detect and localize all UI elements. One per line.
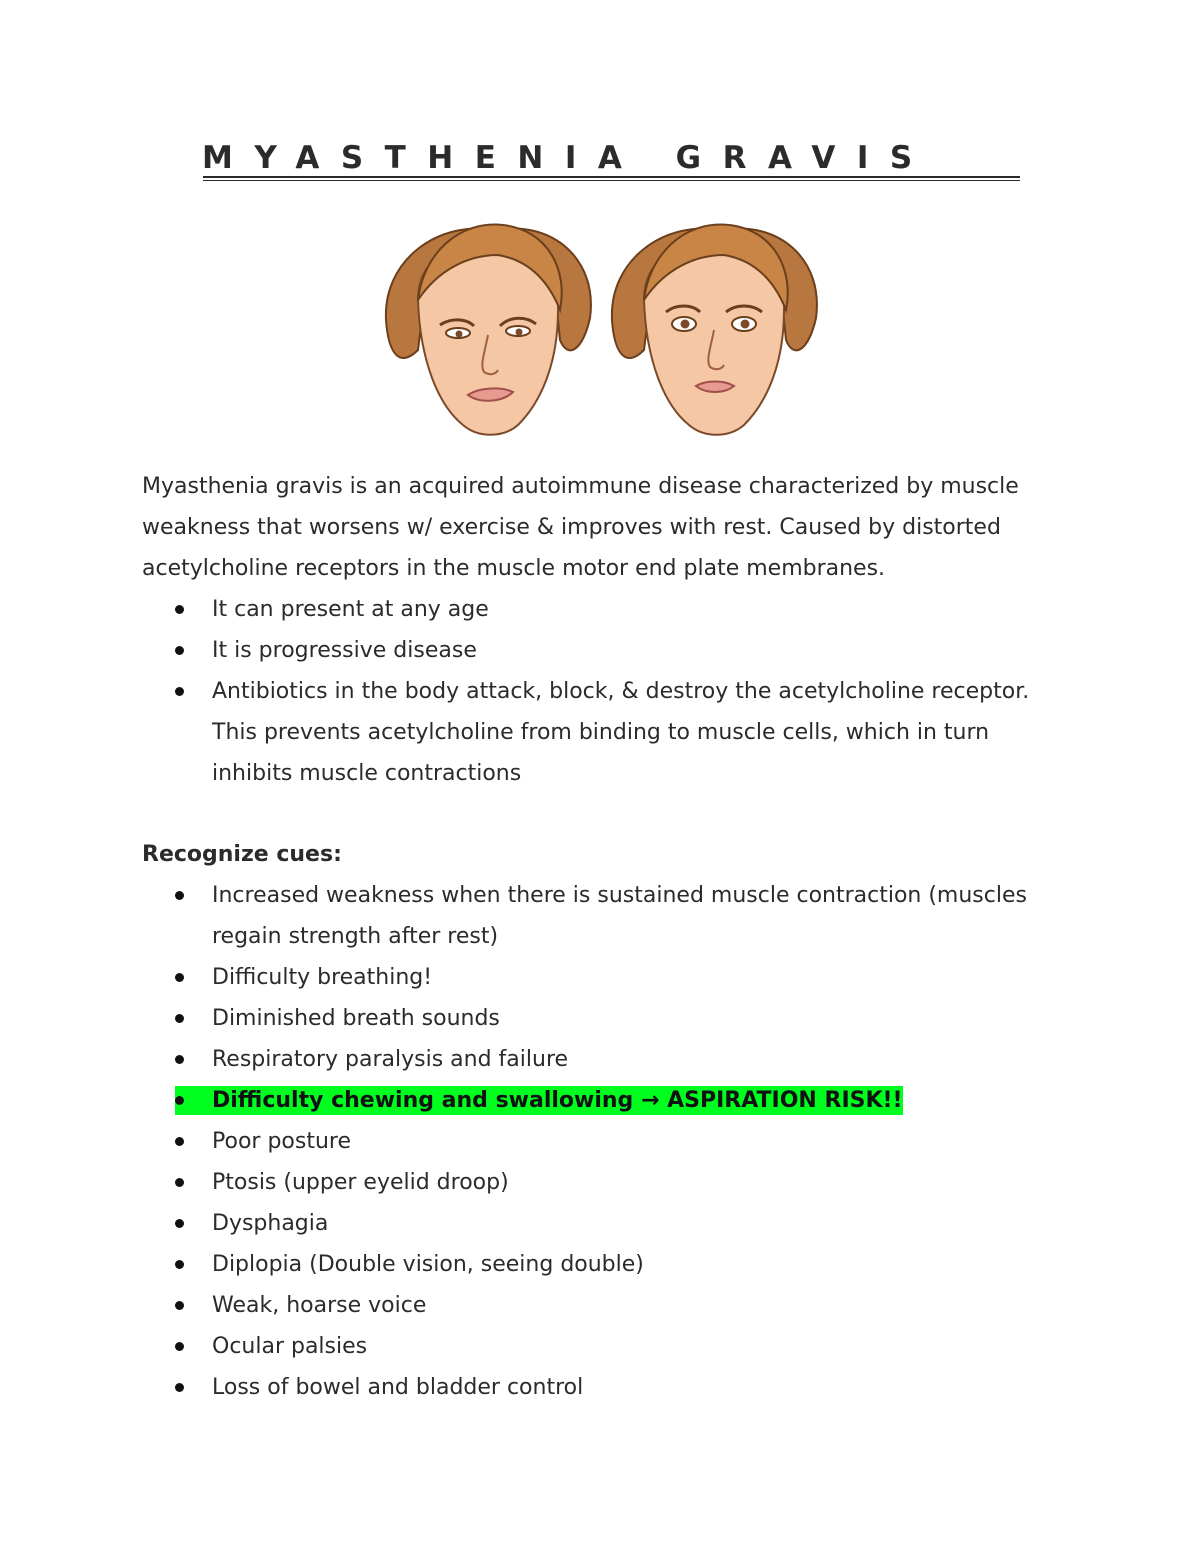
bullet-icon xyxy=(175,1055,184,1064)
list-item: Increased weakness when there is sustained muscle contraction (muscles regain strength after rest) xyxy=(212,875,1032,957)
bullet-icon xyxy=(175,1342,184,1351)
list-item: It is progressive disease xyxy=(212,630,1032,671)
bullet-icon xyxy=(175,1137,184,1146)
bullet-icon xyxy=(175,687,184,696)
title-underline-thin xyxy=(203,180,1020,181)
list-item: Dysphagia xyxy=(212,1203,1032,1244)
list-item: Ocular palsies xyxy=(212,1326,1032,1367)
bullet-icon xyxy=(175,1014,184,1023)
bullet-icon xyxy=(175,891,184,900)
cues-bullet-list xyxy=(212,875,1032,1408)
list-item: Poor posture xyxy=(212,1121,1032,1162)
bullet-icon xyxy=(175,1301,184,1310)
bullet-icon xyxy=(175,1096,184,1105)
bullet-icon xyxy=(175,1383,184,1392)
highlight-mark xyxy=(175,1086,903,1115)
bullet-icon xyxy=(175,646,184,655)
highlighted-list-item xyxy=(212,1080,1032,1121)
intro-bullet-list xyxy=(212,589,1032,794)
list-item: Difficulty breathing! xyxy=(212,957,1032,998)
bullet-icon xyxy=(175,973,184,982)
bullet-icon xyxy=(175,1219,184,1228)
intro-paragraph: Myasthenia gravis is an acquired autoimmune disease characterized by muscle weakness that worsens w/ exercise & improves with rest. Caused by distorted acetylcholine receptors in the muscle motor end plate membranes. xyxy=(142,474,1019,581)
list-item: Respiratory paralysis and failure xyxy=(212,1039,1032,1080)
page-title: MYASTHENIA GRAVIS xyxy=(202,140,934,176)
aspiration-risk-text: ASPIRATION RISK!! xyxy=(667,1088,903,1113)
list-item: Antibiotics in the body attack, block, & destroy the acetylcholine receptor. This prevents acetylcholine from binding to muscle cells, which in turn inhibits muscle contractions xyxy=(212,671,1032,794)
bullet-icon xyxy=(175,1260,184,1269)
list-item: Diminished breath sounds xyxy=(212,998,1032,1039)
list-item: Diplopia (Double vision, seeing double) xyxy=(212,1244,1032,1285)
face-affected xyxy=(386,225,591,435)
bullet-icon xyxy=(175,1178,184,1187)
title-underline xyxy=(203,176,1020,178)
section-heading-cues: Recognize cues: xyxy=(142,842,342,867)
highlight-cue-text: Difficulty chewing and swallowing xyxy=(212,1088,634,1113)
arrow-right-icon: → xyxy=(640,1088,660,1113)
list-item: Ptosis (upper eyelid droop) xyxy=(212,1162,1032,1203)
bullet-icon xyxy=(175,605,184,614)
face-normal xyxy=(612,225,817,435)
faces-illustration xyxy=(378,200,824,450)
list-item: It can present at any age xyxy=(212,589,1032,630)
list-item: Weak, hoarse voice xyxy=(212,1285,1032,1326)
list-item: Loss of bowel and bladder control xyxy=(212,1367,1032,1408)
